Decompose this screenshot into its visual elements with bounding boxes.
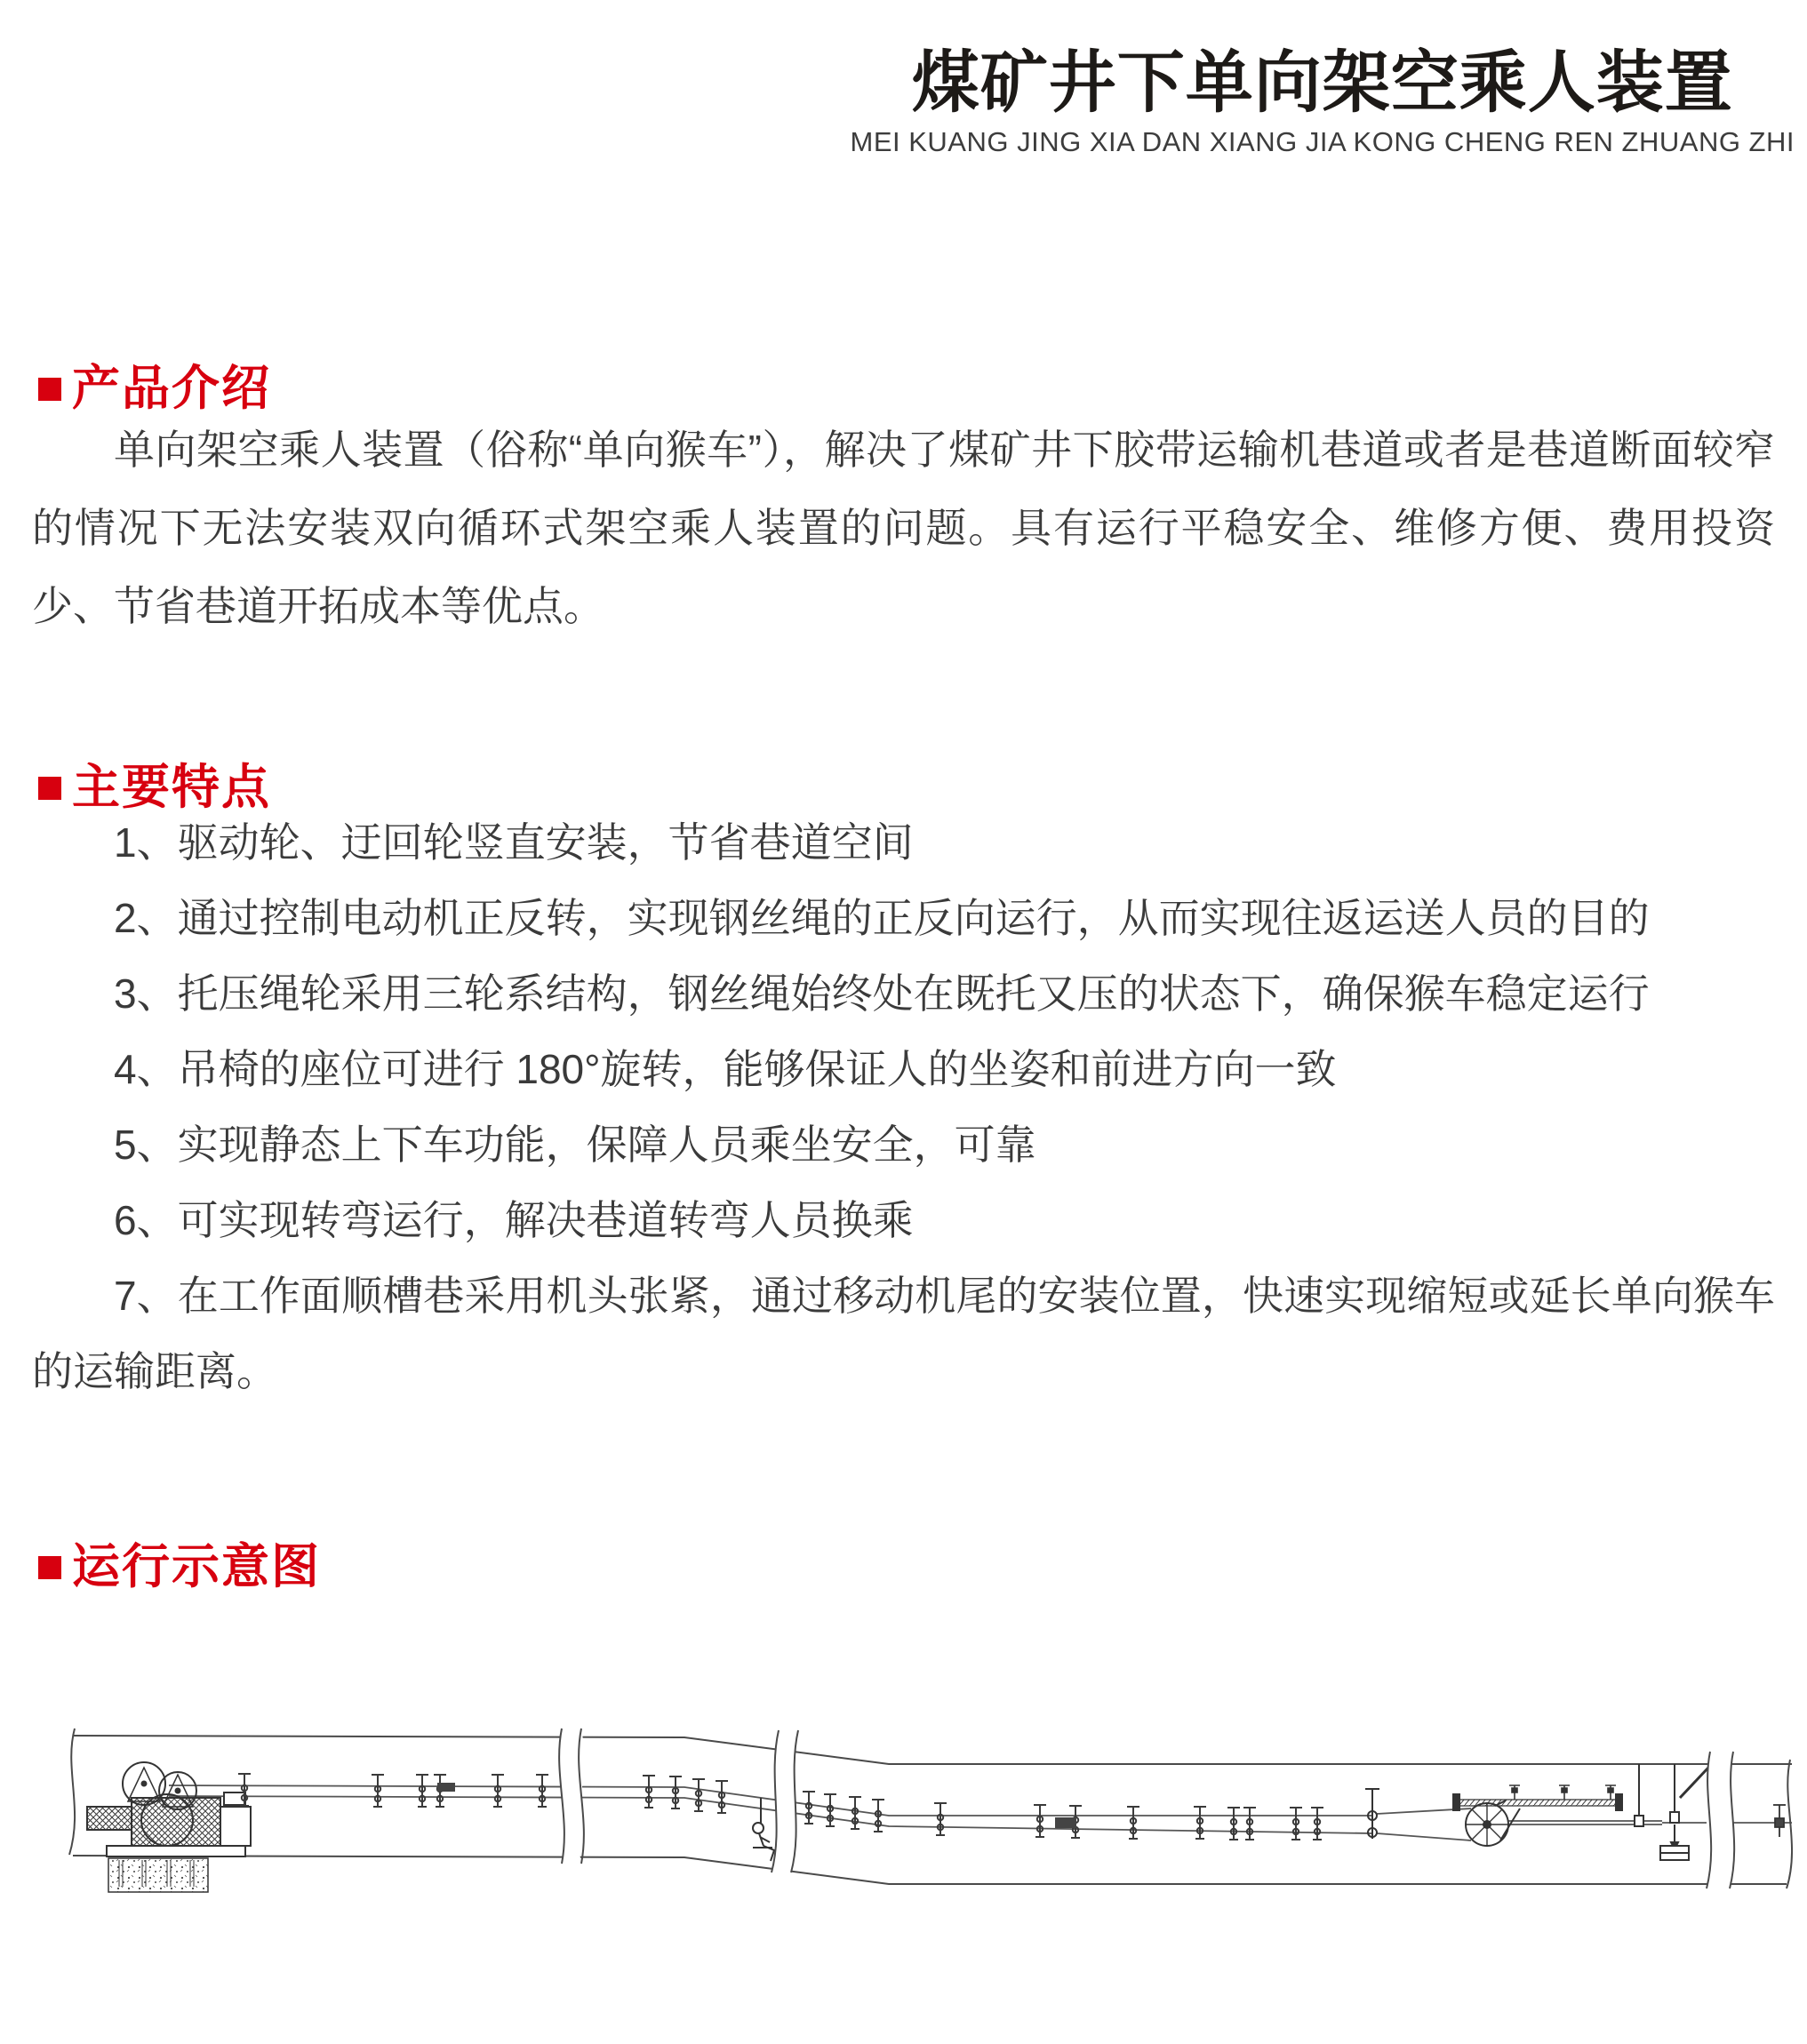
page-title-pinyin: MEI KUANG JING XIA DAN XIANG JIA KONG CHENG REN ZHUANG ZHI xyxy=(850,125,1795,157)
section-heading-features-label: 主要特点 xyxy=(72,761,271,814)
intro-paragraph: 单向架空乘人装置（俗称“单向猴车”），解决了煤矿井下胶带运输机巷道或者是巷道断面较窄的情况下无法安装双向循环式架空乘人装置的问题。具有运行平稳安全、维修方便、费用投资少、节省巷道开拓成本等优点。 xyxy=(32,427,1775,629)
operation-schematic xyxy=(62,1693,1795,1896)
feature-item: 2、通过控制电动机正反转，实现钢丝绳的正反向运行，从而实现往返运送人员的目的 xyxy=(114,895,1650,941)
feature-item: 6、可实现转弯运行，解决巷道转弯人员换乘 xyxy=(114,1197,914,1243)
tension-pulley-block xyxy=(1365,1789,1379,1839)
drive-station xyxy=(87,1762,251,1892)
section-heading-diagram xyxy=(38,1529,321,1597)
return-wheel-station xyxy=(1453,1785,1622,1846)
feature-item: 7、在工作面顺槽巷采用机头张紧，通过移动机尾的安装位置，快速实现缩短或延长单向猴车的运输距离。 xyxy=(32,1273,1776,1394)
section-heading-intro xyxy=(38,350,271,419)
feature-item: 1、驱动轮、迂回轮竖直安装，节省巷道空间 xyxy=(114,819,914,866)
wire-rope xyxy=(169,1785,1792,1840)
section-heading-diagram-label: 运行示意图 xyxy=(72,1540,321,1593)
feature-item: 4、吊椅的座位可进行 180°旋转，能够保证人的坐姿和前进方向一致 xyxy=(114,1046,1337,1092)
features-list xyxy=(32,805,1775,1409)
red-square-bullet-icon xyxy=(38,1556,61,1579)
red-square-bullet-icon xyxy=(38,777,61,800)
ropeway-schematic-svg xyxy=(62,1693,1795,1896)
feature-item: 5、实现静态上下车功能，保障人员乘坐安全，可靠 xyxy=(114,1122,1036,1168)
section-heading-intro-label: 产品介绍 xyxy=(72,362,271,415)
page-title: 煤矿井下单向架空乘人装置 xyxy=(911,45,1733,121)
feature-item: 3、托压绳轮采用三轮系结构，钢丝绳始终处在既托又压的状态下，确保猴车稳定运行 xyxy=(114,970,1650,1017)
red-square-bullet-icon xyxy=(38,378,61,401)
page-header xyxy=(851,46,1795,158)
